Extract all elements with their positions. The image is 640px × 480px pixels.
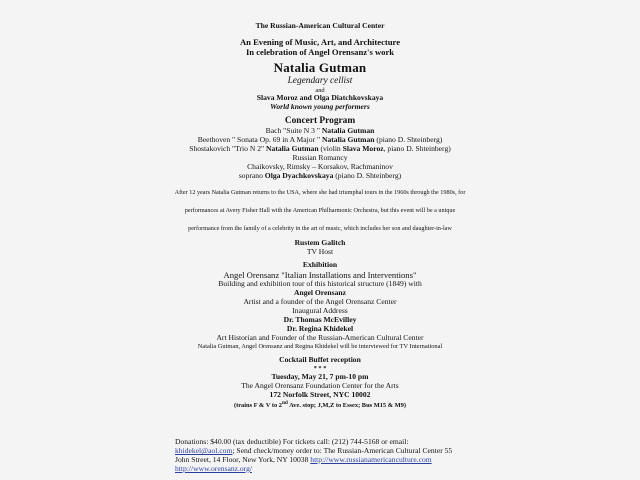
speaker-khidekel: Dr. Regina Khidekel [286, 323, 354, 333]
shostakovich-artist: Natalia Gutman [266, 144, 319, 154]
beethoven-work: Beethoven " Sonata Op. 69 in A Major " [197, 135, 322, 145]
transit-sup: nd [281, 399, 288, 406]
program-romancy: Russian Romancy [292, 153, 348, 163]
speaker-mcevilley: Dr. Thomas McEvilley [283, 314, 357, 324]
performer-role: Legendary cellist [287, 75, 353, 86]
orensanz-line [175, 465, 475, 474]
host-name: Rustem Galitch [294, 237, 346, 247]
exhibition-subtitle: Building and exhibition tour of this historical structure (1849) with [218, 278, 422, 288]
speaker-khidekel-desc: Art Historian and Founder of the Russian-American Cultural Center [216, 332, 424, 342]
event-street: 172 Norfolk Street, NYC 10002 [269, 389, 371, 399]
russianamerican-link[interactable]: http://www.russianamericanculture.com [310, 454, 432, 464]
transit-directions [170, 400, 470, 410]
reception-heading: Cocktail Buffet reception [279, 355, 361, 365]
young-performers: Slava Moroz and Olga Diatchkovskaya [256, 93, 384, 103]
donations-line: Donations: $40.00 (tax deductible) For tickets call: (212) 744-5168 or email: [175, 437, 409, 446]
exhibition-title: Angel Orensanz "Italian Installations and Interventions" [223, 269, 417, 280]
and-text: and [315, 86, 325, 94]
shostakovich-violinist: Slava Moroz [342, 144, 384, 154]
exhibition-artist: Angel Orensanz [294, 287, 346, 297]
event-subtitle: In celebration of Angel Orensanz's work [245, 47, 395, 58]
young-performers-desc: World known young performers [270, 102, 370, 112]
soprano-name: Olga Dyachkovskaya [264, 170, 334, 180]
send-check-text: ; Send check/money order to: The Russian-American Cultural Center 55 [232, 445, 453, 455]
shostakovich-piano: , piano D. Shteinberg) [383, 144, 451, 154]
event-venue: The Angel Orensanz Foundation Center for the Arts [241, 380, 399, 390]
soprano-piano: (piano D. Shteinberg) [333, 170, 402, 180]
event-title: An Evening of Music, Art, and Architecture [239, 36, 401, 47]
reception-stars: * * * [313, 365, 327, 373]
address-text: John Street, 14 Floor, New York, NY 10038 [175, 454, 311, 464]
interview-note: Natalia Gutman, Angel Orensanz and Regina Khidekel will be interviewed for TV International [197, 342, 443, 350]
soprano-label: soprano [238, 170, 265, 180]
bach-work: Bach "Suite N 3 " [265, 126, 322, 136]
event-date: Tuesday, May 21, 7 pm-10 pm [271, 371, 369, 381]
host-role: TV Host [306, 246, 334, 256]
exhibition-artist-desc: Artist and a founder of the Angel Orensanz Center [243, 296, 397, 306]
program-composers: Chaikovsky, Rimsky – Korsakov, Rachmaninov [247, 162, 393, 172]
shostakovich-work: Shostakovich "Trio N 2" [189, 144, 267, 154]
inaugural-address: Inaugural Address [292, 305, 348, 315]
contact-block [175, 438, 475, 474]
bach-artist: Natalia Gutman [321, 126, 375, 136]
performer-name: Natalia Gutman [273, 60, 367, 76]
program-paragraph: After 12 years Natalia Gutman returns to the USA, where she had triumphal tours in the 1960s through the 1980s, for performances at Avery Fisher Hall with the American Philharmonic Orchestra, but this event will be a unique performance from the family of a celebrity in the art of music, which includes her son and daughter-in-law [174, 188, 466, 232]
center-name: The Russian-American Cultural Center [255, 21, 385, 30]
exhibition-heading: Exhibition [302, 259, 338, 269]
orensanz-link[interactable]: http://www.orensanz.org/ [175, 463, 252, 473]
flyer-document [170, 22, 470, 409]
transit-a: (trains F & V to 2 [233, 401, 282, 409]
email-link[interactable]: khidekel@aol.com [175, 445, 233, 455]
transit-b: Ave. stop; J,M,Z to Essex; Bus M15 & M9) [287, 401, 407, 409]
beethoven-piano: (piano D. Shteinberg) [374, 135, 443, 145]
program-soprano [170, 172, 470, 181]
program-heading: Concert Program [284, 116, 356, 127]
shostakovich-violin: (violin [318, 144, 343, 154]
beethoven-artist: Natalia Gutman [322, 135, 375, 145]
